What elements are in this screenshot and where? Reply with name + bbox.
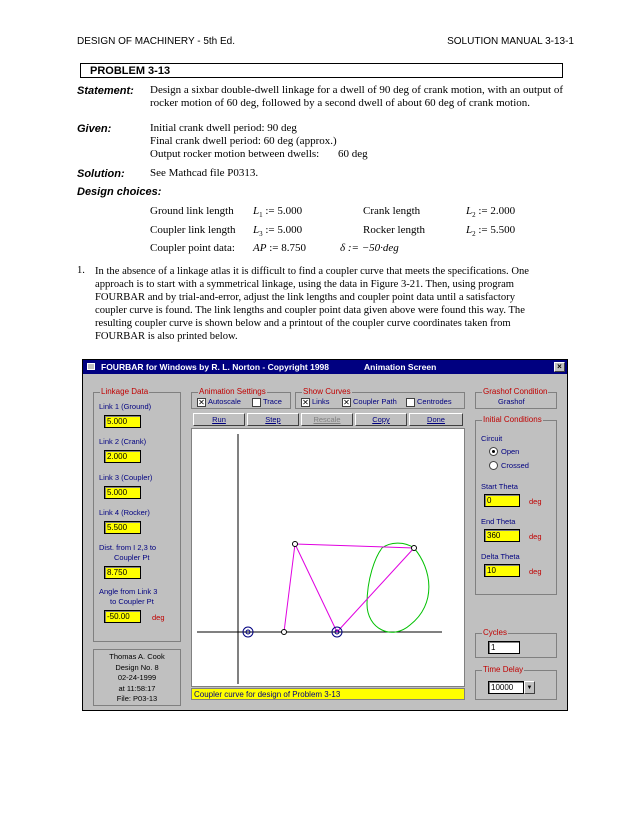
coupler-joint <box>293 542 298 547</box>
step-button[interactable]: Step <box>247 413 299 426</box>
link3-label: Link 3 (Coupler) <box>99 473 153 482</box>
delta-theta-input[interactable]: 10 <box>484 564 520 577</box>
status-bar: Coupler curve for design of Problem 3-13 <box>191 688 465 700</box>
dc-row1-label: Ground link length <box>150 205 234 217</box>
open-radio[interactable] <box>489 447 498 456</box>
coupler-angle-input[interactable]: -50.00 <box>104 610 141 623</box>
paragraph-number: 1. <box>77 265 85 276</box>
solution-text: See Mathcad file P0313. <box>150 167 259 179</box>
paragraph-line-5: resulting coupler curve is shown below and a printout of the coupler curve coordinates taken from <box>95 318 511 329</box>
grashof-group <box>475 387 557 409</box>
linkage-data-group <box>93 387 181 642</box>
dc-row2-math2: $L_2$ := 5.500 <box>466 224 516 239</box>
coupler-curve <box>367 543 429 632</box>
delta-theta-unit: deg <box>529 567 542 576</box>
solution-label: Solution: <box>77 168 125 180</box>
trace-label: Trace <box>263 397 282 406</box>
grashof-value: Grashof <box>498 397 525 406</box>
show-curves-group <box>295 387 465 409</box>
grashof-title: Grashof Condition <box>483 387 548 396</box>
linkage-plot <box>192 429 464 686</box>
start-theta-label: Start Theta <box>481 482 518 491</box>
angle-unit: deg <box>152 613 165 622</box>
paragraph-line-2: approach is to start with a symmetrical linkage, using the data in Figure 3-21. Then, using program <box>95 279 515 290</box>
done-button[interactable]: Done <box>409 413 463 426</box>
design-file: File: P03-13 <box>116 694 158 703</box>
link-crank <box>284 544 295 632</box>
dc-row1-label2: Crank length <box>363 205 421 217</box>
link2-input[interactable]: 2.000 <box>104 450 141 463</box>
given-line-1: Initial crank dwell period: 90 deg <box>150 122 297 134</box>
linkage-data-title: Linkage Data <box>101 387 149 396</box>
design-time: at 11:58:17 <box>118 683 156 693</box>
dc-row1-math2: $L_2$ := 2.000 <box>466 205 516 220</box>
design-info-box <box>93 649 181 706</box>
window-titlebar <box>83 360 567 374</box>
copy-button[interactable]: Copy <box>355 413 407 426</box>
link-coupler <box>295 544 337 632</box>
links-label: Links <box>312 397 330 406</box>
crossed-radio[interactable] <box>489 461 498 470</box>
given-line-2: Final crank dwell period: 60 deg (approx.) <box>150 135 337 147</box>
run-button[interactable]: Run <box>193 413 245 426</box>
link3-input[interactable]: 5.000 <box>104 486 141 499</box>
author-name: Thomas A. Cook <box>109 652 165 661</box>
link2-label: Link 2 (Crank) <box>99 437 147 446</box>
animation-settings-title: Animation Settings <box>199 387 266 396</box>
link1-input[interactable]: 5.000 <box>104 415 141 428</box>
start-theta-unit: deg <box>529 497 542 506</box>
dc-row3-label: Coupler point data: <box>150 242 235 254</box>
dc-row2-label2: Rocker length <box>363 224 426 236</box>
link4-label: Link 4 (Rocker) <box>99 508 150 517</box>
time-delay-title: Time Delay <box>483 665 524 674</box>
centrodes-checkbox[interactable] <box>406 398 415 407</box>
centrodes-label: Centrodes <box>417 397 452 406</box>
delta-theta-label: Delta Theta <box>481 552 520 561</box>
paragraph-line-6: FOURBAR is also printed below. <box>95 331 238 342</box>
dc-row3-delta: δ := −50·deg <box>340 242 399 254</box>
header-right: SOLUTION MANUAL 3-13-1 <box>447 36 574 47</box>
statement-line-1: Design a sixbar double-dwell linkage for a dwell of 90 deg of crank motion, with an output of <box>150 84 564 96</box>
end-theta-unit: deg <box>529 532 542 541</box>
open-label: Open <box>501 447 520 456</box>
initial-conditions-title: Initial Conditions <box>483 415 542 424</box>
cycles-group <box>475 628 557 658</box>
dc-row2-label: Coupler link length <box>150 224 236 236</box>
crossed-label: Crossed <box>501 461 529 470</box>
fourbar-window <box>82 359 568 711</box>
given-label: Given: <box>77 123 112 135</box>
given-line-3-value: 60 deg <box>338 148 368 160</box>
close-icon[interactable]: × <box>554 362 565 372</box>
circuit-label: Circuit <box>481 434 503 443</box>
header-left: DESIGN OF MACHINERY - 5th Ed. <box>77 36 236 47</box>
cycles-input[interactable]: 1 <box>488 641 520 654</box>
autoscale-label: Autoscale <box>208 397 241 406</box>
dist-label-2: Coupler Pt <box>114 553 150 562</box>
dist-label-1: Dist. from I 2,3 to <box>99 543 157 552</box>
crank-joint <box>282 630 287 635</box>
chevron-down-icon[interactable]: ▼ <box>524 681 535 694</box>
dc-row2-math: $L_3$ := 5.000 <box>253 224 303 239</box>
angle-label-1: Angle from Link 3 <box>99 587 158 596</box>
dc-row3-math: AP := 8.750 <box>253 242 306 254</box>
window-screen-name: Animation Screen <box>364 362 437 372</box>
show-curves-title: Show Curves <box>303 387 351 396</box>
animation-settings-group <box>191 387 291 409</box>
coupler-point <box>412 546 417 551</box>
coupler-path-label: Coupler Path <box>353 397 397 406</box>
link-coupler-to-point <box>295 544 414 548</box>
design-choices-label: Design choices: <box>77 186 162 198</box>
given-line-3-label: Output rocker motion between dwells: <box>150 148 320 160</box>
link1-label: Link 1 (Ground) <box>99 402 152 411</box>
end-theta-input[interactable]: 360 <box>484 529 520 542</box>
link4-input[interactable]: 5.500 <box>104 521 141 534</box>
initial-conditions-group <box>475 415 557 595</box>
paragraph-line-3: FOURBAR and by trial-and-error, adjust the link lengths and coupler point data until a satisfactory <box>95 292 515 303</box>
coupler-path-checkbox[interactable]: ✕ <box>343 398 350 407</box>
design-date: 02-24-1999 <box>117 673 157 682</box>
design-number: Design No. 8 <box>115 662 159 672</box>
problem-title: PROBLEM 3-13 <box>80 63 563 78</box>
time-delay-group <box>475 665 557 700</box>
autoscale-checkbox[interactable]: ✕ <box>198 398 205 407</box>
start-theta-input[interactable]: 0 <box>484 494 520 507</box>
cycles-title: Cycles <box>483 628 508 637</box>
system-menu-icon[interactable] <box>87 363 95 370</box>
rescale-button[interactable]: Rescale <box>301 413 353 426</box>
statement-line-2: rocker motion of 60 deg, followed by a second dwell of about 60 deg of crank motion. <box>150 97 531 109</box>
dc-row1-math: $L_1$ := 5.000 <box>253 205 303 220</box>
links-checkbox[interactable]: ✕ <box>302 398 309 407</box>
window-title: FOURBAR for Windows by R. L. Norton - Copyright 1998 <box>101 362 330 372</box>
angle-label-2: to Coupler Pt <box>110 597 154 606</box>
animation-canvas[interactable] <box>191 428 465 687</box>
time-delay-select[interactable]: 10000 <box>488 681 524 694</box>
trace-checkbox[interactable] <box>252 398 261 407</box>
paragraph-line-1: In the absence of a linkage atlas it is difficult to find a coupler curve that meets the specifications. One <box>95 266 529 277</box>
paragraph-line-4: coupler curve is found. The link lengths and coupler point data given above were found this way. The <box>95 305 525 316</box>
coupler-dist-input[interactable]: 8.750 <box>104 566 141 579</box>
statement-label: Statement: <box>77 85 134 97</box>
end-theta-label: End Theta <box>481 517 516 526</box>
